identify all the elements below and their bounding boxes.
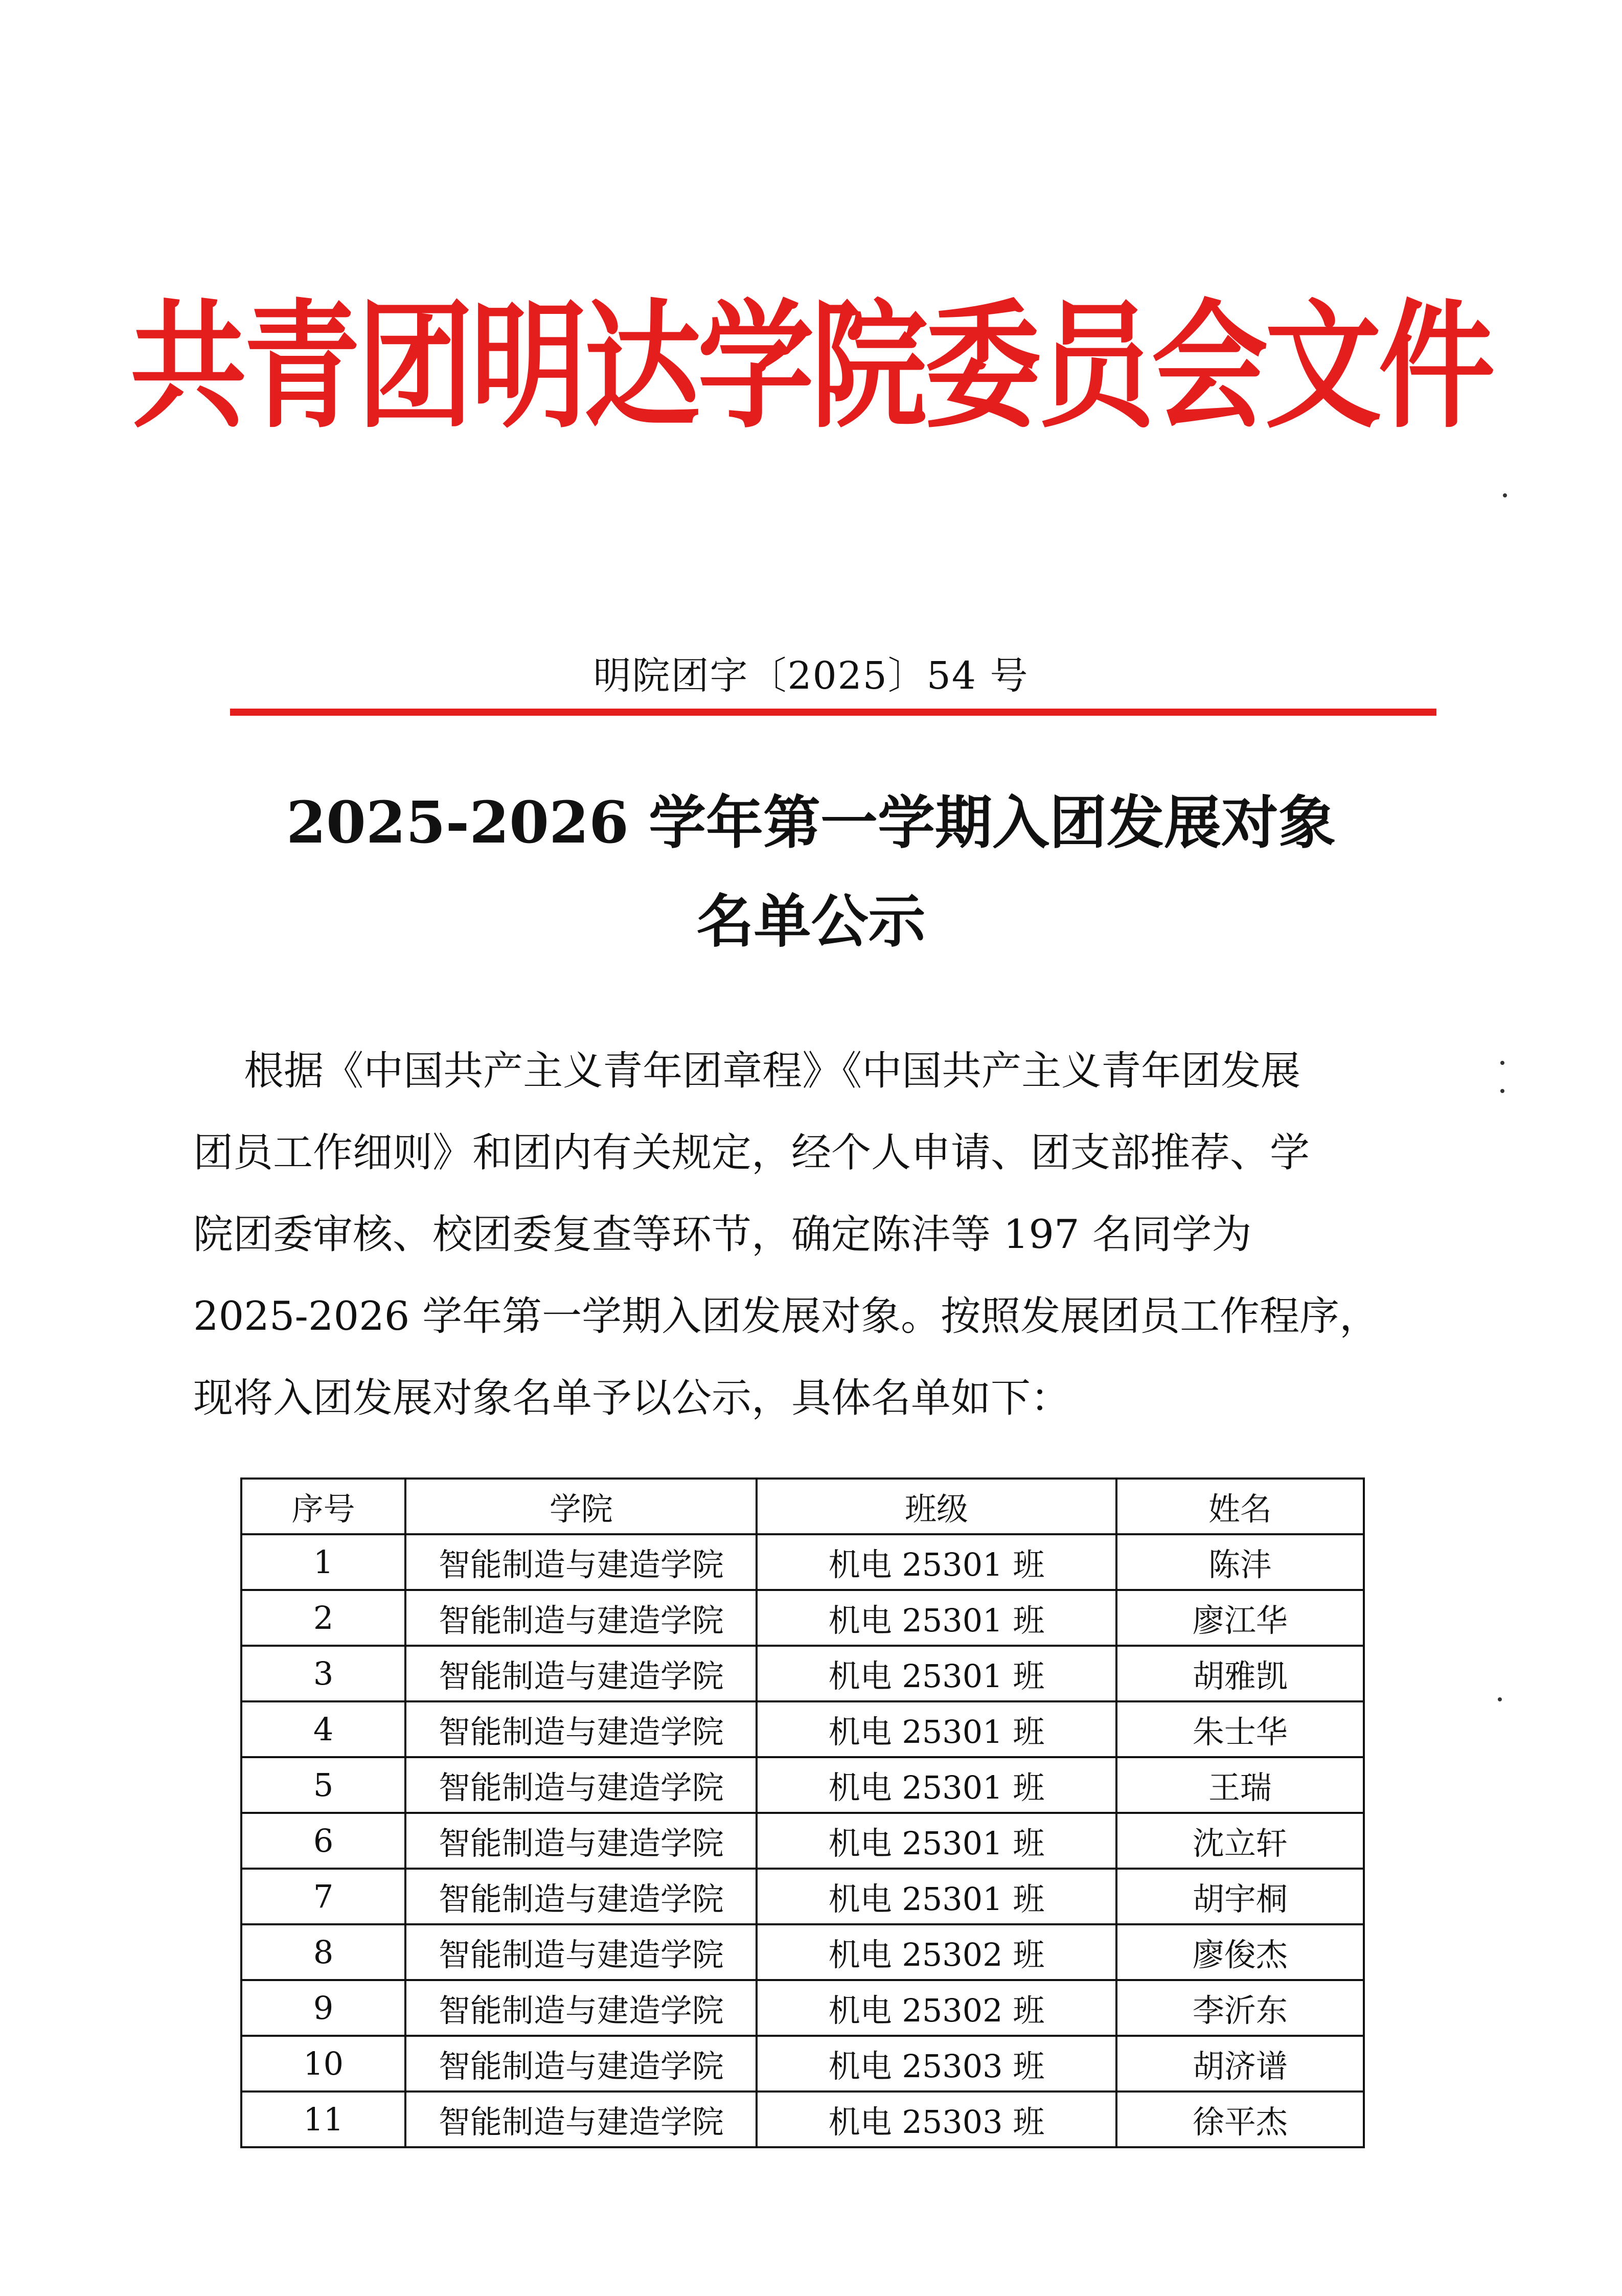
cell-class: 机电 25301 班 — [757, 1757, 1116, 1813]
cell-college: 智能制造与建造学院 — [405, 2036, 757, 2092]
cell-college: 智能制造与建造学院 — [405, 1924, 757, 1980]
cell-college: 智能制造与建造学院 — [405, 1980, 757, 2036]
table-row — [241, 1590, 1364, 1646]
cell-college: 智能制造与建造学院 — [405, 1813, 757, 1869]
cell-name: 胡济谱 — [1116, 2036, 1364, 2092]
body-paragraph-line: 现将入团发展对象名单予以公示，具体名单如下： — [193, 1375, 1071, 1421]
cell-index: 7 — [241, 1869, 405, 1924]
cell-college: 智能制造与建造学院 — [405, 1757, 757, 1813]
header-divider — [230, 709, 1436, 716]
cell-name: 廖俊杰 — [1116, 1924, 1364, 1980]
cell-class: 机电 25301 班 — [757, 1701, 1116, 1757]
cell-index: 11 — [241, 2092, 405, 2147]
cell-name: 陈沣 — [1116, 1534, 1364, 1590]
cell-class: 机电 25302 班 — [757, 1924, 1116, 1980]
cell-name: 王瑞 — [1116, 1757, 1364, 1813]
cell-class: 机电 25303 班 — [757, 2092, 1116, 2147]
cell-index: 1 — [241, 1534, 405, 1590]
table-header-row — [241, 1479, 1364, 1534]
table-row — [241, 1534, 1364, 1590]
table-row — [241, 2092, 1364, 2147]
cell-college: 智能制造与建造学院 — [405, 1590, 757, 1646]
cell-index: 10 — [241, 2036, 405, 2092]
cell-class: 机电 25301 班 — [757, 1869, 1116, 1924]
document-header-title: 共青团明达学院委员会文件 — [130, 286, 1492, 447]
table-row — [241, 1980, 1364, 2036]
cell-college: 智能制造与建造学院 — [405, 1701, 757, 1757]
cell-class: 机电 25303 班 — [757, 2036, 1116, 2092]
cell-index: 3 — [241, 1646, 405, 1701]
body-paragraph-line: 根据《中国共产主义青年团章程》《中国共产主义青年团发展 — [193, 1048, 1301, 1094]
table-row — [241, 1646, 1364, 1701]
cell-college: 智能制造与建造学院 — [405, 1869, 757, 1924]
scan-speck — [1503, 493, 1507, 497]
cell-college: 智能制造与建造学院 — [405, 1646, 757, 1701]
cell-index: 6 — [241, 1813, 405, 1869]
body-paragraph-line: 团员工作细则》和团内有关规定，经个人申请、团支部推荐、学 — [193, 1130, 1310, 1176]
column-header-name: 姓名 — [1116, 1479, 1364, 1534]
table-row — [241, 1813, 1364, 1869]
cell-college: 智能制造与建造学院 — [405, 2092, 757, 2147]
cell-name: 廖江华 — [1116, 1590, 1364, 1646]
cell-index: 9 — [241, 1980, 405, 2036]
cell-name: 李沂东 — [1116, 1980, 1364, 2036]
scan-speck — [1500, 1089, 1504, 1093]
column-header-index: 序号 — [241, 1479, 405, 1534]
cell-class: 机电 25301 班 — [757, 1646, 1116, 1701]
body-paragraph-line: 2025-2026 学年第一学期入团发展对象。按照发展团员工作程序， — [193, 1293, 1380, 1339]
candidate-list-table — [240, 1477, 1365, 2148]
cell-index: 4 — [241, 1701, 405, 1757]
cell-name: 沈立轩 — [1116, 1813, 1364, 1869]
column-header-college: 学院 — [405, 1479, 757, 1534]
column-header-class: 班级 — [757, 1479, 1116, 1534]
notice-title-line-1: 2025-2026 学年第一学期入团发展对象 — [286, 789, 1336, 856]
cell-class: 机电 25301 班 — [757, 1534, 1116, 1590]
scan-speck — [1500, 1061, 1504, 1065]
cell-index: 2 — [241, 1590, 405, 1646]
table-row — [241, 2036, 1364, 2092]
cell-name: 徐平杰 — [1116, 2092, 1364, 2147]
table-row — [241, 1757, 1364, 1813]
notice-title-line-2: 名单公示 — [696, 888, 926, 955]
body-paragraph-line: 院团委审核、校团委复查等环节，确定陈沣等 197 名同学为 — [193, 1212, 1252, 1258]
cell-college: 智能制造与建造学院 — [405, 1534, 757, 1590]
scan-speck — [1498, 1697, 1502, 1701]
table-row — [241, 1869, 1364, 1924]
table-row — [241, 1701, 1364, 1757]
cell-name: 胡宇桐 — [1116, 1869, 1364, 1924]
cell-index: 8 — [241, 1924, 405, 1980]
cell-name: 胡雅凯 — [1116, 1646, 1364, 1701]
cell-class: 机电 25301 班 — [757, 1813, 1116, 1869]
cell-name: 朱士华 — [1116, 1701, 1364, 1757]
cell-index: 5 — [241, 1757, 405, 1813]
cell-class: 机电 25301 班 — [757, 1590, 1116, 1646]
cell-class: 机电 25302 班 — [757, 1980, 1116, 2036]
table-row — [241, 1924, 1364, 1980]
document-number: 明院团字〔2025〕54 号 — [593, 654, 1029, 698]
